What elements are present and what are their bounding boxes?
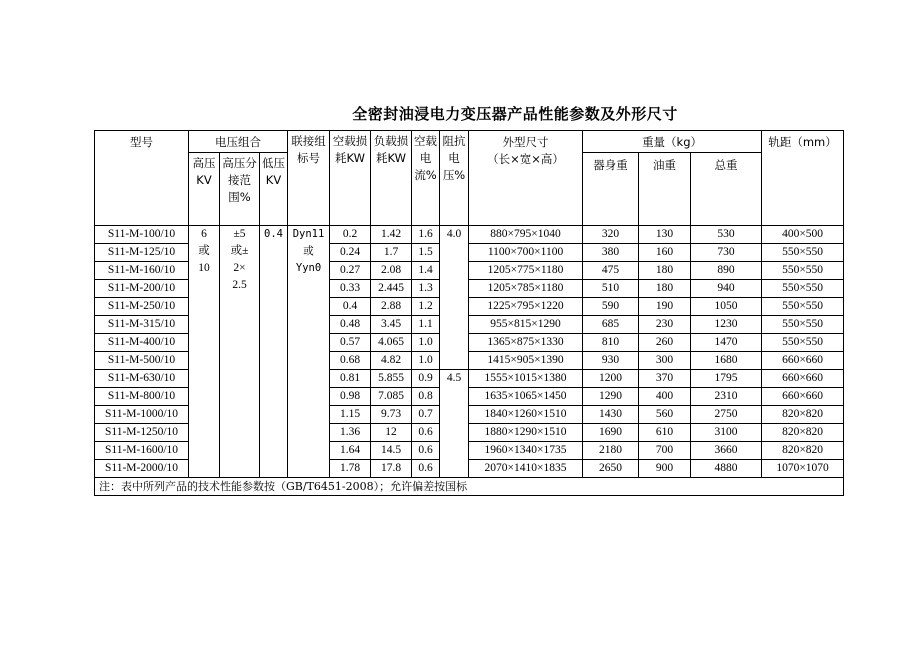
merged-hv-cell	[189, 226, 220, 478]
noload-loss-cell: 0.4	[330, 298, 371, 316]
noload-current-cell: 0.6	[412, 442, 440, 460]
header-weight: 重量（kg）	[583, 131, 762, 153]
oil-weight-cell: 900	[639, 460, 691, 478]
header-dimensions-sub: （长×宽×高）	[487, 152, 564, 166]
header-lv: 低压KV	[260, 153, 288, 226]
lv-value: 0.4	[264, 228, 283, 240]
load-loss-cell: 1.42	[371, 226, 412, 244]
body-weight-cell: 2180	[583, 442, 639, 460]
oil-weight-cell: 370	[639, 370, 691, 388]
dimensions-cell: 1880×1290×1510	[469, 424, 583, 442]
dimensions-cell: 955×815×1290	[469, 316, 583, 334]
model-cell: S11-M-200/10	[95, 280, 189, 298]
gauge-cell: 550×550	[762, 244, 844, 262]
dimensions-cell: 1365×875×1330	[469, 334, 583, 352]
gauge-cell: 550×550	[762, 334, 844, 352]
noload-loss-cell: 0.48	[330, 316, 371, 334]
connection-line: Dyn11	[292, 228, 325, 240]
gauge-cell: 660×660	[762, 352, 844, 370]
header-hv: 高压KV	[189, 153, 220, 226]
noload-current-cell: 1.2	[412, 298, 440, 316]
load-loss-cell: 2.08	[371, 262, 412, 280]
noload-current-cell: 1.6	[412, 226, 440, 244]
tap-line: 2.5	[232, 279, 247, 291]
model-cell: S11-M-500/10	[95, 352, 189, 370]
gauge-cell: 400×500	[762, 226, 844, 244]
body-weight-cell: 930	[583, 352, 639, 370]
dimensions-cell: 1100×700×1100	[469, 244, 583, 262]
gauge-cell: 660×660	[762, 370, 844, 388]
gauge-cell: 820×820	[762, 406, 844, 424]
header-noload-current: 空载电流%	[412, 131, 440, 226]
body-weight-cell: 380	[583, 244, 639, 262]
merged-impedance-a-cell: 4.0	[440, 226, 469, 370]
noload-current-cell: 1.4	[412, 262, 440, 280]
model-cell: S11-M-800/10	[95, 388, 189, 406]
header-noload-loss: 空载损耗KW	[330, 131, 371, 226]
dimensions-cell: 1960×1340×1735	[469, 442, 583, 460]
load-loss-cell: 14.5	[371, 442, 412, 460]
gauge-cell: 660×660	[762, 388, 844, 406]
noload-current-cell: 1.3	[412, 280, 440, 298]
header-tap-range: 高压分接范围%	[220, 153, 260, 226]
noload-loss-cell: 0.27	[330, 262, 371, 280]
noload-current-cell: 1.0	[412, 334, 440, 352]
hv-line: 10	[198, 262, 210, 274]
dimensions-cell: 2070×1410×1835	[469, 460, 583, 478]
noload-loss-cell: 1.78	[330, 460, 371, 478]
merged-connection-cell	[288, 226, 330, 478]
model-cell: S11-M-1000/10	[95, 406, 189, 424]
body-weight-cell: 1290	[583, 388, 639, 406]
body-weight-cell: 810	[583, 334, 639, 352]
noload-loss-cell: 0.57	[330, 334, 371, 352]
dimensions-cell: 1415×905×1390	[469, 352, 583, 370]
load-loss-cell: 9.73	[371, 406, 412, 424]
transformer-spec-table	[94, 130, 844, 496]
connection-line: Yyn0	[295, 262, 322, 274]
oil-weight-cell: 160	[639, 244, 691, 262]
noload-loss-cell: 1.15	[330, 406, 371, 424]
body-weight-cell: 475	[583, 262, 639, 280]
load-loss-cell: 2.445	[371, 280, 412, 298]
body-weight-cell: 510	[583, 280, 639, 298]
load-loss-cell: 7.085	[371, 388, 412, 406]
dimensions-cell: 1225×795×1220	[469, 298, 583, 316]
total-weight-cell: 1470	[691, 334, 762, 352]
header-gauge: 轨距（mm）	[762, 131, 844, 226]
table-note: 注：表中所列产品的技术性能参数按（GB/T6451-2008）；允许偏差按国标	[95, 478, 844, 496]
header-voltage-group: 电压组合	[189, 131, 288, 153]
model-cell: S11-M-125/10	[95, 244, 189, 262]
header-impedance: 阻抗电压%	[440, 131, 469, 226]
model-cell: S11-M-2000/10	[95, 460, 189, 478]
noload-current-cell: 0.8	[412, 388, 440, 406]
total-weight-cell: 530	[691, 226, 762, 244]
noload-loss-cell: 0.98	[330, 388, 371, 406]
body-weight-cell: 2650	[583, 460, 639, 478]
model-cell: S11-M-160/10	[95, 262, 189, 280]
noload-loss-cell: 0.33	[330, 280, 371, 298]
body-weight-cell: 1430	[583, 406, 639, 424]
total-weight-cell: 730	[691, 244, 762, 262]
noload-loss-cell: 0.81	[330, 370, 371, 388]
oil-weight-cell: 610	[639, 424, 691, 442]
oil-weight-cell: 400	[639, 388, 691, 406]
tap-line: 或±	[230, 245, 249, 257]
model-cell: S11-M-1600/10	[95, 442, 189, 460]
noload-current-cell: 1.5	[412, 244, 440, 262]
oil-weight-cell: 180	[639, 262, 691, 280]
noload-current-cell: 0.6	[412, 424, 440, 442]
gauge-cell: 550×550	[762, 316, 844, 334]
noload-loss-cell: 1.36	[330, 424, 371, 442]
merged-impedance-b-cell: 4.5	[440, 370, 469, 478]
connection-line: 或	[303, 245, 314, 257]
load-loss-cell: 17.8	[371, 460, 412, 478]
oil-weight-cell: 190	[639, 298, 691, 316]
noload-current-cell: 0.7	[412, 406, 440, 424]
body-weight-cell: 590	[583, 298, 639, 316]
load-loss-cell: 4.065	[371, 334, 412, 352]
model-cell: S11-M-400/10	[95, 334, 189, 352]
gauge-cell: 820×820	[762, 442, 844, 460]
total-weight-cell: 2750	[691, 406, 762, 424]
body-weight-cell: 320	[583, 226, 639, 244]
model-cell: S11-M-315/10	[95, 316, 189, 334]
dimensions-cell: 1555×1015×1380	[469, 370, 583, 388]
oil-weight-cell: 700	[639, 442, 691, 460]
total-weight-cell: 4880	[691, 460, 762, 478]
gauge-cell: 550×550	[762, 262, 844, 280]
hv-line: 或	[198, 245, 210, 257]
noload-current-cell: 1.0	[412, 352, 440, 370]
header-dimensions	[469, 131, 583, 226]
header-oil-weight: 油重	[639, 153, 691, 226]
total-weight-cell: 3100	[691, 424, 762, 442]
load-loss-cell: 5.855	[371, 370, 412, 388]
model-cell: S11-M-1250/10	[95, 424, 189, 442]
noload-current-cell: 0.6	[412, 460, 440, 478]
gauge-cell: 550×550	[762, 280, 844, 298]
total-weight-cell: 940	[691, 280, 762, 298]
load-loss-cell: 2.88	[371, 298, 412, 316]
dimensions-cell: 1635×1065×1450	[469, 388, 583, 406]
noload-current-cell: 0.9	[412, 370, 440, 388]
total-weight-cell: 3660	[691, 442, 762, 460]
oil-weight-cell: 230	[639, 316, 691, 334]
oil-weight-cell: 260	[639, 334, 691, 352]
note-row	[95, 478, 844, 496]
noload-loss-cell: 0.2	[330, 226, 371, 244]
header-total-weight: 总重	[691, 153, 762, 226]
header-connection: 联接组标号	[288, 131, 330, 226]
tap-line: 2×	[233, 262, 246, 274]
merged-tap-cell	[220, 226, 260, 478]
total-weight-cell: 2310	[691, 388, 762, 406]
total-weight-cell: 1795	[691, 370, 762, 388]
load-loss-cell: 1.7	[371, 244, 412, 262]
hv-line: 6	[201, 228, 207, 240]
header-load-loss: 负载损耗KW	[371, 131, 412, 226]
noload-loss-cell: 1.64	[330, 442, 371, 460]
oil-weight-cell: 180	[639, 280, 691, 298]
merged-lv-cell	[260, 226, 288, 478]
load-loss-cell: 12	[371, 424, 412, 442]
oil-weight-cell: 560	[639, 406, 691, 424]
gauge-cell: 1070×1070	[762, 460, 844, 478]
body-weight-cell: 1200	[583, 370, 639, 388]
body-weight-cell: 1690	[583, 424, 639, 442]
gauge-cell: 550×550	[762, 298, 844, 316]
noload-current-cell: 1.1	[412, 316, 440, 334]
total-weight-cell: 1680	[691, 352, 762, 370]
table-row	[95, 226, 844, 244]
oil-weight-cell: 130	[639, 226, 691, 244]
document-title: 全密封油浸电力变压器产品性能参数及外形尺寸	[352, 105, 678, 123]
header-dimensions-label: 外型尺寸	[502, 135, 549, 149]
dimensions-cell: 1205×785×1180	[469, 280, 583, 298]
dimensions-cell: 880×795×1040	[469, 226, 583, 244]
header-row-1	[95, 131, 844, 153]
body-weight-cell: 685	[583, 316, 639, 334]
model-cell: S11-M-250/10	[95, 298, 189, 316]
noload-loss-cell: 0.24	[330, 244, 371, 262]
load-loss-cell: 4.82	[371, 352, 412, 370]
model-cell: S11-M-100/10	[95, 226, 189, 244]
gauge-cell: 820×820	[762, 424, 844, 442]
header-body-weight: 器身重	[583, 153, 639, 226]
dimensions-cell: 1840×1260×1510	[469, 406, 583, 424]
dimensions-cell: 1205×775×1180	[469, 262, 583, 280]
total-weight-cell: 1050	[691, 298, 762, 316]
total-weight-cell: 1230	[691, 316, 762, 334]
total-weight-cell: 890	[691, 262, 762, 280]
oil-weight-cell: 300	[639, 352, 691, 370]
model-cell: S11-M-630/10	[95, 370, 189, 388]
load-loss-cell: 3.45	[371, 316, 412, 334]
header-model: 型号	[95, 131, 189, 226]
noload-loss-cell: 0.68	[330, 352, 371, 370]
tap-line: ±5	[233, 228, 246, 240]
